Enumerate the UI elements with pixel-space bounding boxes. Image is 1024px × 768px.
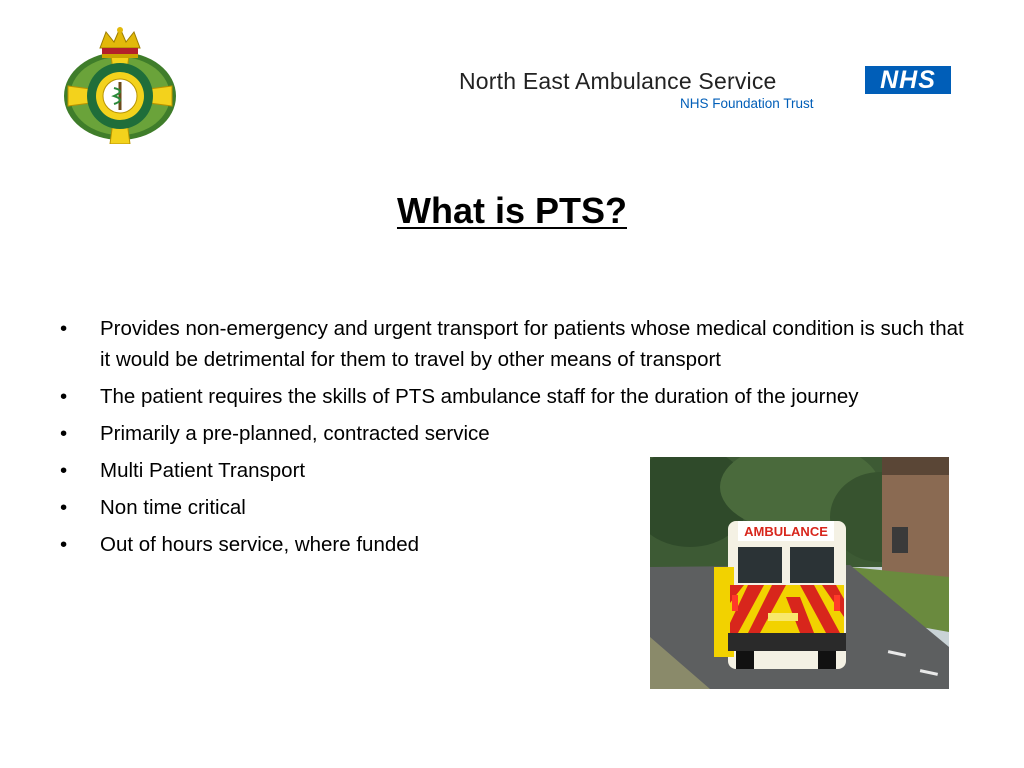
slide-title-text: What is PTS? bbox=[396, 190, 627, 231]
nhs-logo: NHS bbox=[865, 66, 951, 94]
bullet-item: • The patient requires the skills of PTS ambulance staff for the duration of the journey bbox=[60, 381, 970, 412]
ambulance-service-crest-logo bbox=[58, 26, 182, 144]
bullet-item: • Primarily a pre-planned, contracted service bbox=[60, 418, 640, 449]
organisation-subtitle: NHS Foundation Trust bbox=[680, 96, 814, 111]
organisation-logo-block bbox=[455, 62, 955, 116]
bullet-item: • Out of hours service, where funded bbox=[60, 529, 640, 560]
organisation-name: North East Ambulance Service bbox=[459, 68, 777, 94]
bullet-item: • Non time critical bbox=[60, 492, 640, 523]
ambulance-photo bbox=[650, 457, 949, 689]
ambulance-roof-label: AMBULANCE bbox=[744, 524, 828, 539]
bullet-item: • Provides non-emergency and urgent transport for patients whose medical condition is such that it would be detrimental for them to travel by other means of transport bbox=[60, 313, 970, 375]
ambulance-vehicle-icon bbox=[714, 521, 846, 669]
bullet-item: • Multi Patient Transport bbox=[60, 455, 640, 486]
slide-title bbox=[0, 190, 1024, 232]
